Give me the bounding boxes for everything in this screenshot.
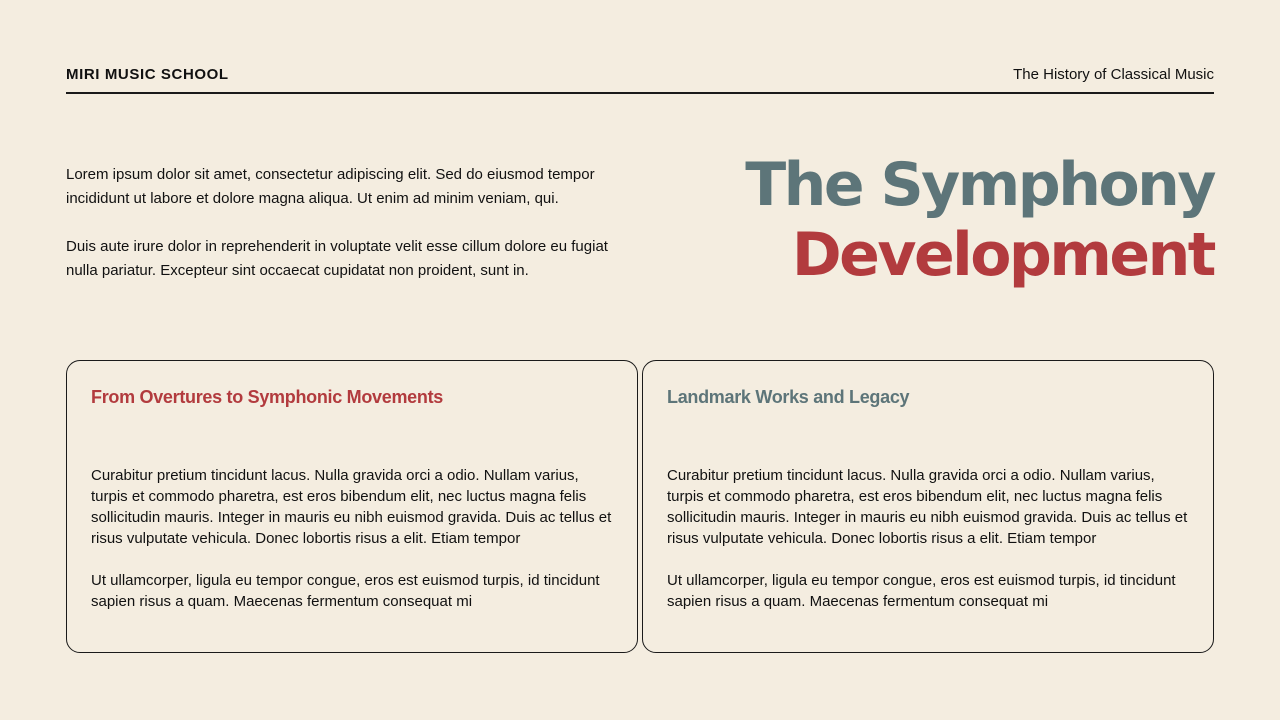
card-paragraph: Ut ullamcorper, ligula eu tempor congue, eros est euismod turpis, id tincidunt sapien risus a quam. Maecenas fermentum consequat mi [91, 572, 600, 610]
slide-header [66, 64, 1214, 94]
slide-title [654, 150, 1214, 290]
title-line-2: Development [791, 220, 1214, 290]
course-title: The History of Classical Music [1013, 66, 1214, 83]
card-heading: Landmark Works and Legacy [667, 387, 910, 407]
card-body [91, 465, 613, 612]
card-body [667, 465, 1189, 612]
intro-paragraph: Duis aute irure dolor in reprehenderit in voluptate velit esse cillum dolore eu fugiat nulla pariatur. Excepteur sint occaecat cupidatat non proident, sunt in. [66, 238, 608, 279]
title-line-1: The Symphony [745, 150, 1214, 220]
card-paragraph: Curabitur pretium tincidunt lacus. Nulla gravida orci a odio. Nullam varius, turpis et commodo pharetra, est eros bibendum elit, nec luctus magna felis sollicitudin mauris. Integer in mauris eu nibh euismod gravida. Duis ac tellus et risus vulputate vehicula. Donec lobortis risus a elit. Etiam tempor [91, 467, 612, 547]
school-name: MIRI MUSIC SCHOOL [66, 66, 229, 83]
card-paragraph: Ut ullamcorper, ligula eu tempor congue, eros est euismod turpis, id tincidunt sapien risus a quam. Maecenas fermentum consequat mi [667, 572, 1176, 610]
card-overtures [66, 360, 638, 653]
card-heading: From Overtures to Symphonic Movements [91, 387, 443, 407]
intro-text [66, 163, 626, 283]
intro-paragraph: Lorem ipsum dolor sit amet, consectetur adipiscing elit. Sed do eiusmod tempor incididunt ut labore et dolore magna aliqua. Ut enim ad minim veniam, qui. [66, 166, 595, 207]
card-paragraph: Curabitur pretium tincidunt lacus. Nulla gravida orci a odio. Nullam varius, turpis et commodo pharetra, est eros bibendum elit, nec luctus magna felis sollicitudin mauris. Integer in mauris eu nibh euismod gravida. Duis ac tellus et risus vulputate vehicula. Donec lobortis risus a elit. Etiam tempor [667, 467, 1188, 547]
card-landmark-works [642, 360, 1214, 653]
